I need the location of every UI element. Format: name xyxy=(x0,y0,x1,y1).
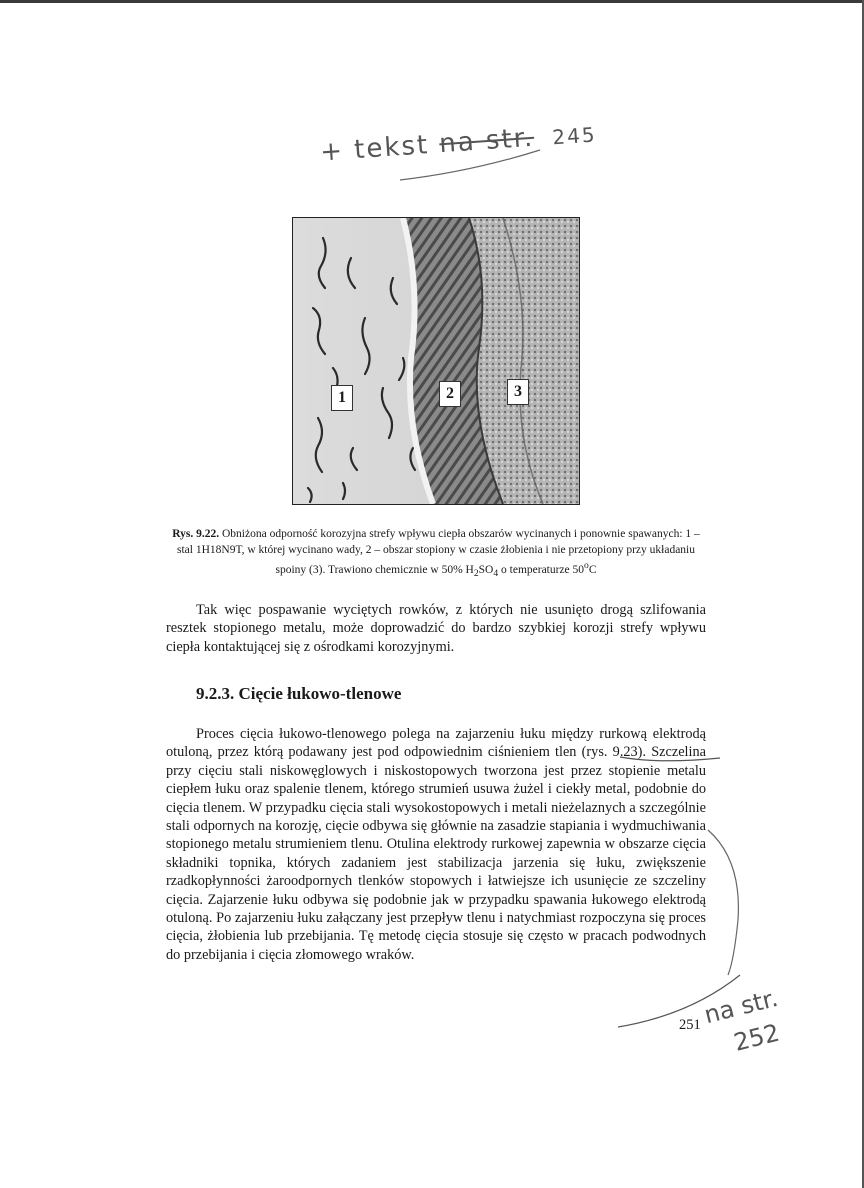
micrograph-image xyxy=(293,218,579,504)
zone-label-2: 2 xyxy=(439,381,461,407)
caption-sub-2: 4 xyxy=(493,568,499,580)
caption-text-3: o temperaturze 50 xyxy=(498,563,585,576)
zone-label-3: 3 xyxy=(507,379,529,405)
handwritten-note-prefix: + tekst xyxy=(319,130,431,168)
handwritten-note-bottom-line1: na str. xyxy=(701,983,781,1030)
caption-label: Rys. 9.22. xyxy=(172,528,220,540)
caption-text-1: Obniżona odporność korozyjna strefy wpływu ciepła obszarów wycinanych i ponownie spawanych: 1 – stal 1H18N9T, w której wycinano wady, 2 – obszar stopiony w czasie żłobienia i nie przetopiony przy układaniu spoiny (3). Trawiono chemicznie w 50% H xyxy=(177,528,700,576)
caption-sup: o xyxy=(584,560,589,571)
handwritten-note-bottom-line2: 252 xyxy=(730,1018,783,1057)
handwritten-note-struck: na str. xyxy=(438,122,536,160)
caption-sub-1: 2 xyxy=(473,568,479,580)
zone-label-1: 1 xyxy=(331,385,353,411)
page-number: 251 xyxy=(679,1017,701,1033)
margin-brace xyxy=(708,830,738,975)
figure-caption xyxy=(168,527,704,582)
handwritten-note-top xyxy=(319,118,597,167)
page-top-edge xyxy=(0,0,864,3)
paragraph-1: Tak więc pospawanie wyciętych rowków, z których nie usunięto drogą szlifowania resztek stopionego metalu, może doprowadzić do bardzo szybkiej korozji strefy wpływu ciepła kontaktującej się z ośrodkami korozyjnymi. xyxy=(166,602,706,655)
caption-text-2: SO xyxy=(478,563,494,576)
micrograph-figure xyxy=(292,217,580,505)
handwritten-note-bottom xyxy=(701,982,790,1065)
handwritten-note-page: 245 xyxy=(551,122,598,150)
caption-text-4: C xyxy=(588,563,597,576)
section-heading: 9.2.3. Cięcie łukowo-tlenowe xyxy=(196,684,402,703)
paragraph-2: Proces cięcia łukowo-tlenowego polega na zajarzeniu łuku między rurkową elektrodą otuloną, przez którą podawany jest pod odpowiednim ciśnieniem tlen (rys. 9.23). Szczelina przy cięciu stali niskowęglowych i niskostopowych tworzona jest przez stopienie metalu ciepłem łuku oraz spalenie tlenem, którego strumień usuwa żużel i ciekły metal, podobnie do cięcia tlenem. W przypadku cięcia stali wysokostopowych i metali nieżelaznych a szczególnie stali odpornych na korozję, cięcie odbywa się głównie na zasadzie stapiania i wydmuchiwania stopionego metalu strumieniem tlenu. Otulina elektrody rurkowej zapewnia w obszarze cięcia składniki topnika, których zadaniem jest stabilizacja jarzenia się łuku, zwiększenie rzadkopłynności żaroodpornych tlenków stopowych i łatwiejsze ich usunięcie ze szczeliny cięcia. Zajarzenie łuku odbywa się podobnie jak w przypadku spawania łukowego elektrodą otuloną. Po zajarzeniu łuku załączany jest przepływ tlenu i natychmiast rozpoczyna się proces cięcia, żłobienia lub przebijania. Tę metodę cięcia stosuje się często w pracach podwodnych do przebijania i cięcia złomowego wraków. xyxy=(166,726,706,963)
